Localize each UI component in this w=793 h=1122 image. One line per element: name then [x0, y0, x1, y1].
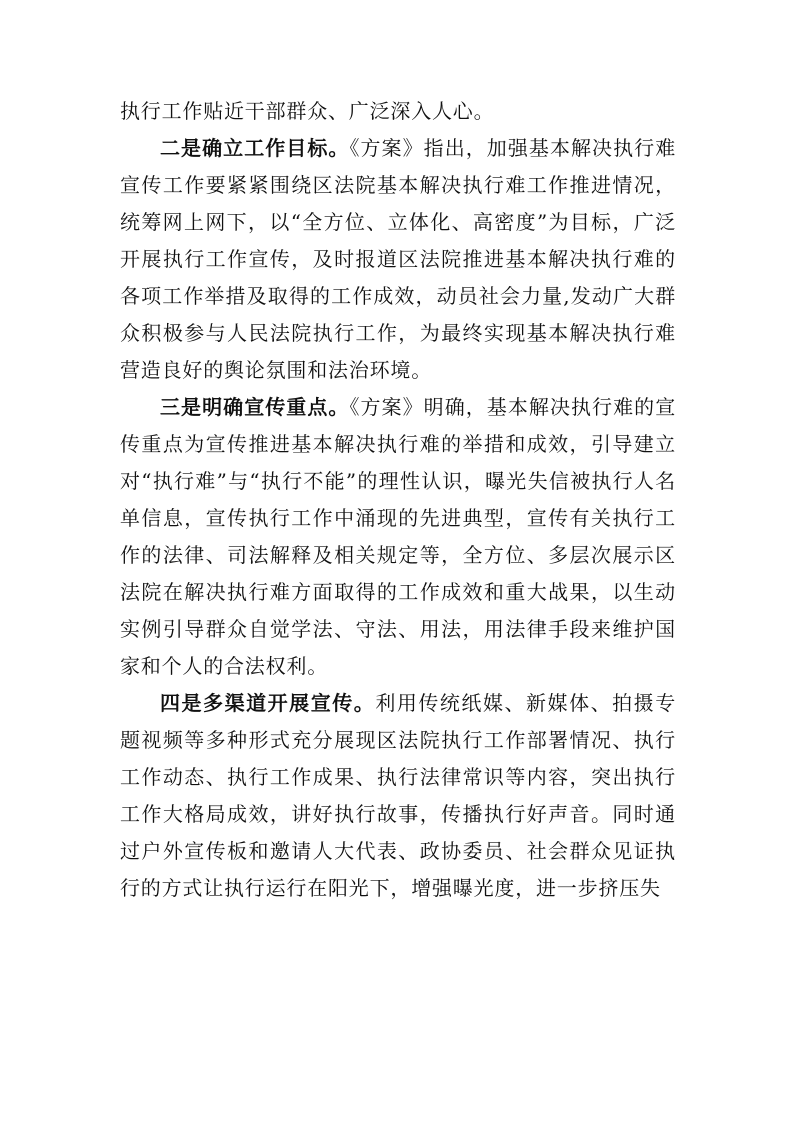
- paragraph-work-goal: [120, 130, 676, 389]
- paragraph-lead: 三是明确宣传重点。: [160, 395, 350, 419]
- paragraph-text: 《方案》明确，基本解决执行难的宣传重点为宣传推进基本解决执行难的举措和成效，引导建立对“执行难”与“执行不能”的理性认识，曝光失信被执行人名单信息，宣传执行工作中涌现的先进典型，宣传有关执行工作的法律、司法解释及相关规定等，全方位、多层次展示区法院在解决执行难方面取得的工作成效和重大战果，以生动实例引导群众自觉学法、守法、用法，用法律手段来维护国家和个人的合法权利。: [120, 395, 676, 678]
- paragraph-lead: 四是多渠道开展宣传。: [160, 691, 376, 715]
- paragraph-text: 利用传统纸媒、新媒体、拍摄专题视频等多种形式充分展现区法院执行工作部署情况、执行工作动态、执行工作成果、执行法律常识等内容，突出执行工作大格局成效，讲好执行故事，传播执行好声音。同时通过户外宣传板和邀请人大代表、政协委员、社会群众见证执行的方式让执行运行在阳光下，增强曝光度，进一步挤压失: [120, 691, 677, 900]
- paragraph-publicity-focus: [120, 389, 676, 685]
- paragraph-multi-channel: [120, 685, 676, 907]
- paragraph-text: 执行工作贴近干部群众、广泛深入人心。: [120, 99, 495, 123]
- document-body: [120, 93, 676, 907]
- paragraph-text: 《方案》指出，加强基本解决执行难宣传工作要紧紧围绕区法院基本解决执行难工作推进情况，统筹网上网下，以“全方位、立体化、高密度”为目标，广泛开展执行工作宣传，及时报道区法院推进基本解决执行难的各项工作举措及取得的工作成效，动员社会力量,发动广大群众积极参与人民法院执行工作，为最终实现基本解决执行难营造良好的舆论氛围和法治环境。: [120, 136, 676, 382]
- paragraph-continuation: [120, 93, 676, 130]
- paragraph-lead: 二是确立工作目标。: [160, 136, 350, 160]
